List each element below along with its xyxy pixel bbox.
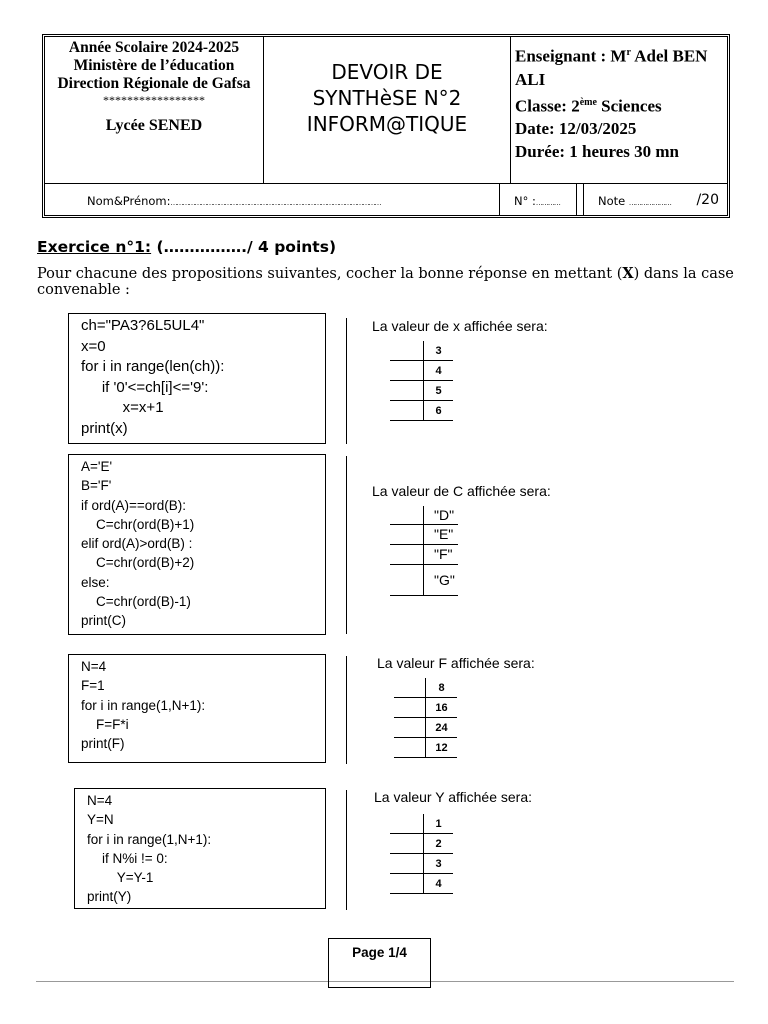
checkbox[interactable] (390, 565, 424, 596)
option-label: 12 (426, 738, 458, 758)
option-label: "F" (424, 545, 459, 565)
option-label: 4 (424, 874, 454, 894)
stars-separator: ***************** (103, 93, 205, 107)
checkbox[interactable] (390, 854, 424, 874)
checkbox[interactable] (390, 525, 424, 545)
option-label: 5 (424, 381, 454, 401)
school-year: Année Scolaire 2024-2025 (68, 39, 240, 56)
number-field[interactable]: N° :………… (499, 184, 577, 216)
code-block-3: N=4 F=1 for i in range(1,N+1): F=F*i print(F) (68, 654, 326, 763)
checkbox[interactable] (390, 401, 424, 421)
exam-header (42, 34, 730, 218)
separator-4 (346, 790, 347, 910)
checkbox[interactable] (390, 545, 424, 565)
option-label: 6 (424, 401, 454, 421)
exam-title-line2: SYNTHèSE N°2 (312, 86, 462, 110)
exam-title-line1: DEVOIR DE (331, 60, 443, 84)
question-prompt-1: La valeur de x affichée sera: (372, 318, 548, 334)
class: Classe: 2ème Sciences (515, 96, 662, 116)
checkbox[interactable] (390, 834, 424, 854)
option-label: "E" (424, 525, 459, 545)
ministry: Ministère de l’éducation (73, 57, 235, 74)
option-label: 24 (426, 718, 458, 738)
option-label: "G" (424, 565, 459, 596)
exam-title (264, 37, 511, 183)
checkbox[interactable] (390, 361, 424, 381)
header-institution (45, 37, 264, 183)
question-prompt-3: La valeur F affichée sera: (377, 655, 535, 671)
options-3 (394, 678, 457, 758)
checkbox[interactable] (390, 341, 424, 361)
header-info (515, 41, 727, 183)
checkbox[interactable] (394, 718, 426, 738)
checkbox[interactable] (390, 814, 424, 834)
option-label: 4 (424, 361, 454, 381)
name-field[interactable]: Nom&Prénom:…………………………………………………………………………………………… (87, 194, 381, 208)
grade-field[interactable]: Note ………………… /20 (583, 184, 727, 216)
options-2 (390, 506, 458, 596)
option-label: 3 (424, 854, 454, 874)
separator-1 (346, 318, 347, 444)
question-prompt-4: La valeur Y affichée sera: (374, 789, 532, 805)
options-1 (390, 341, 453, 421)
option-label: 3 (424, 341, 454, 361)
code-block-4: N=4 Y=N for i in range(1,N+1): if N%i != 0: Y=Y-1 print(Y) (74, 788, 326, 909)
exercise-instruction: Pour chacune des propositions suivantes, cocher la bonne réponse en mettant (X) dans la case convenable : (37, 265, 734, 298)
checkbox[interactable] (394, 698, 426, 718)
question-prompt-2: La valeur de C affichée sera: (372, 483, 551, 499)
exam-date: Date: 12/03/2025 (515, 119, 637, 139)
exam-title-line3: INFORM@TIQUE (306, 112, 468, 136)
separator-3 (346, 656, 347, 764)
checkbox[interactable] (390, 381, 424, 401)
option-label: 1 (424, 814, 454, 834)
checkbox[interactable] (394, 738, 426, 758)
option-label: 2 (424, 834, 454, 854)
exam-duration: Durée: 1 heures 30 mn (515, 142, 679, 162)
code-block-1: ch="PA3?6L5UL4" x=0 for i in range(len(ch)): if '0'<=ch[i]<='9': x=x+1 print(x) (68, 313, 326, 444)
page-number: Page 1/4 (328, 938, 431, 988)
checkbox[interactable] (390, 506, 424, 525)
checkbox[interactable] (390, 874, 424, 894)
code-block-2: A='E' B='F' if ord(A)==ord(B): C=chr(ord(B)+1) elif ord(A)>ord(B) : C=chr(ord(B)+2) else: C=chr(ord(B)-1) print(C) (68, 454, 326, 635)
option-label: 16 (426, 698, 458, 718)
student-info-row (45, 183, 727, 216)
options-4 (390, 814, 453, 894)
option-label: 8 (426, 678, 458, 698)
separator-2 (346, 456, 347, 634)
option-label: "D" (424, 506, 459, 525)
exercise-title: Exercice n°1: (……………./ 4 points) (37, 238, 337, 256)
school-name: Lycée SENED (105, 117, 203, 134)
teacher: Enseignant : $M^r$ Adel BEN ALI (515, 46, 708, 89)
regional-direction: Direction Régionale de Gafsa (57, 75, 251, 92)
checkbox[interactable] (394, 678, 426, 698)
